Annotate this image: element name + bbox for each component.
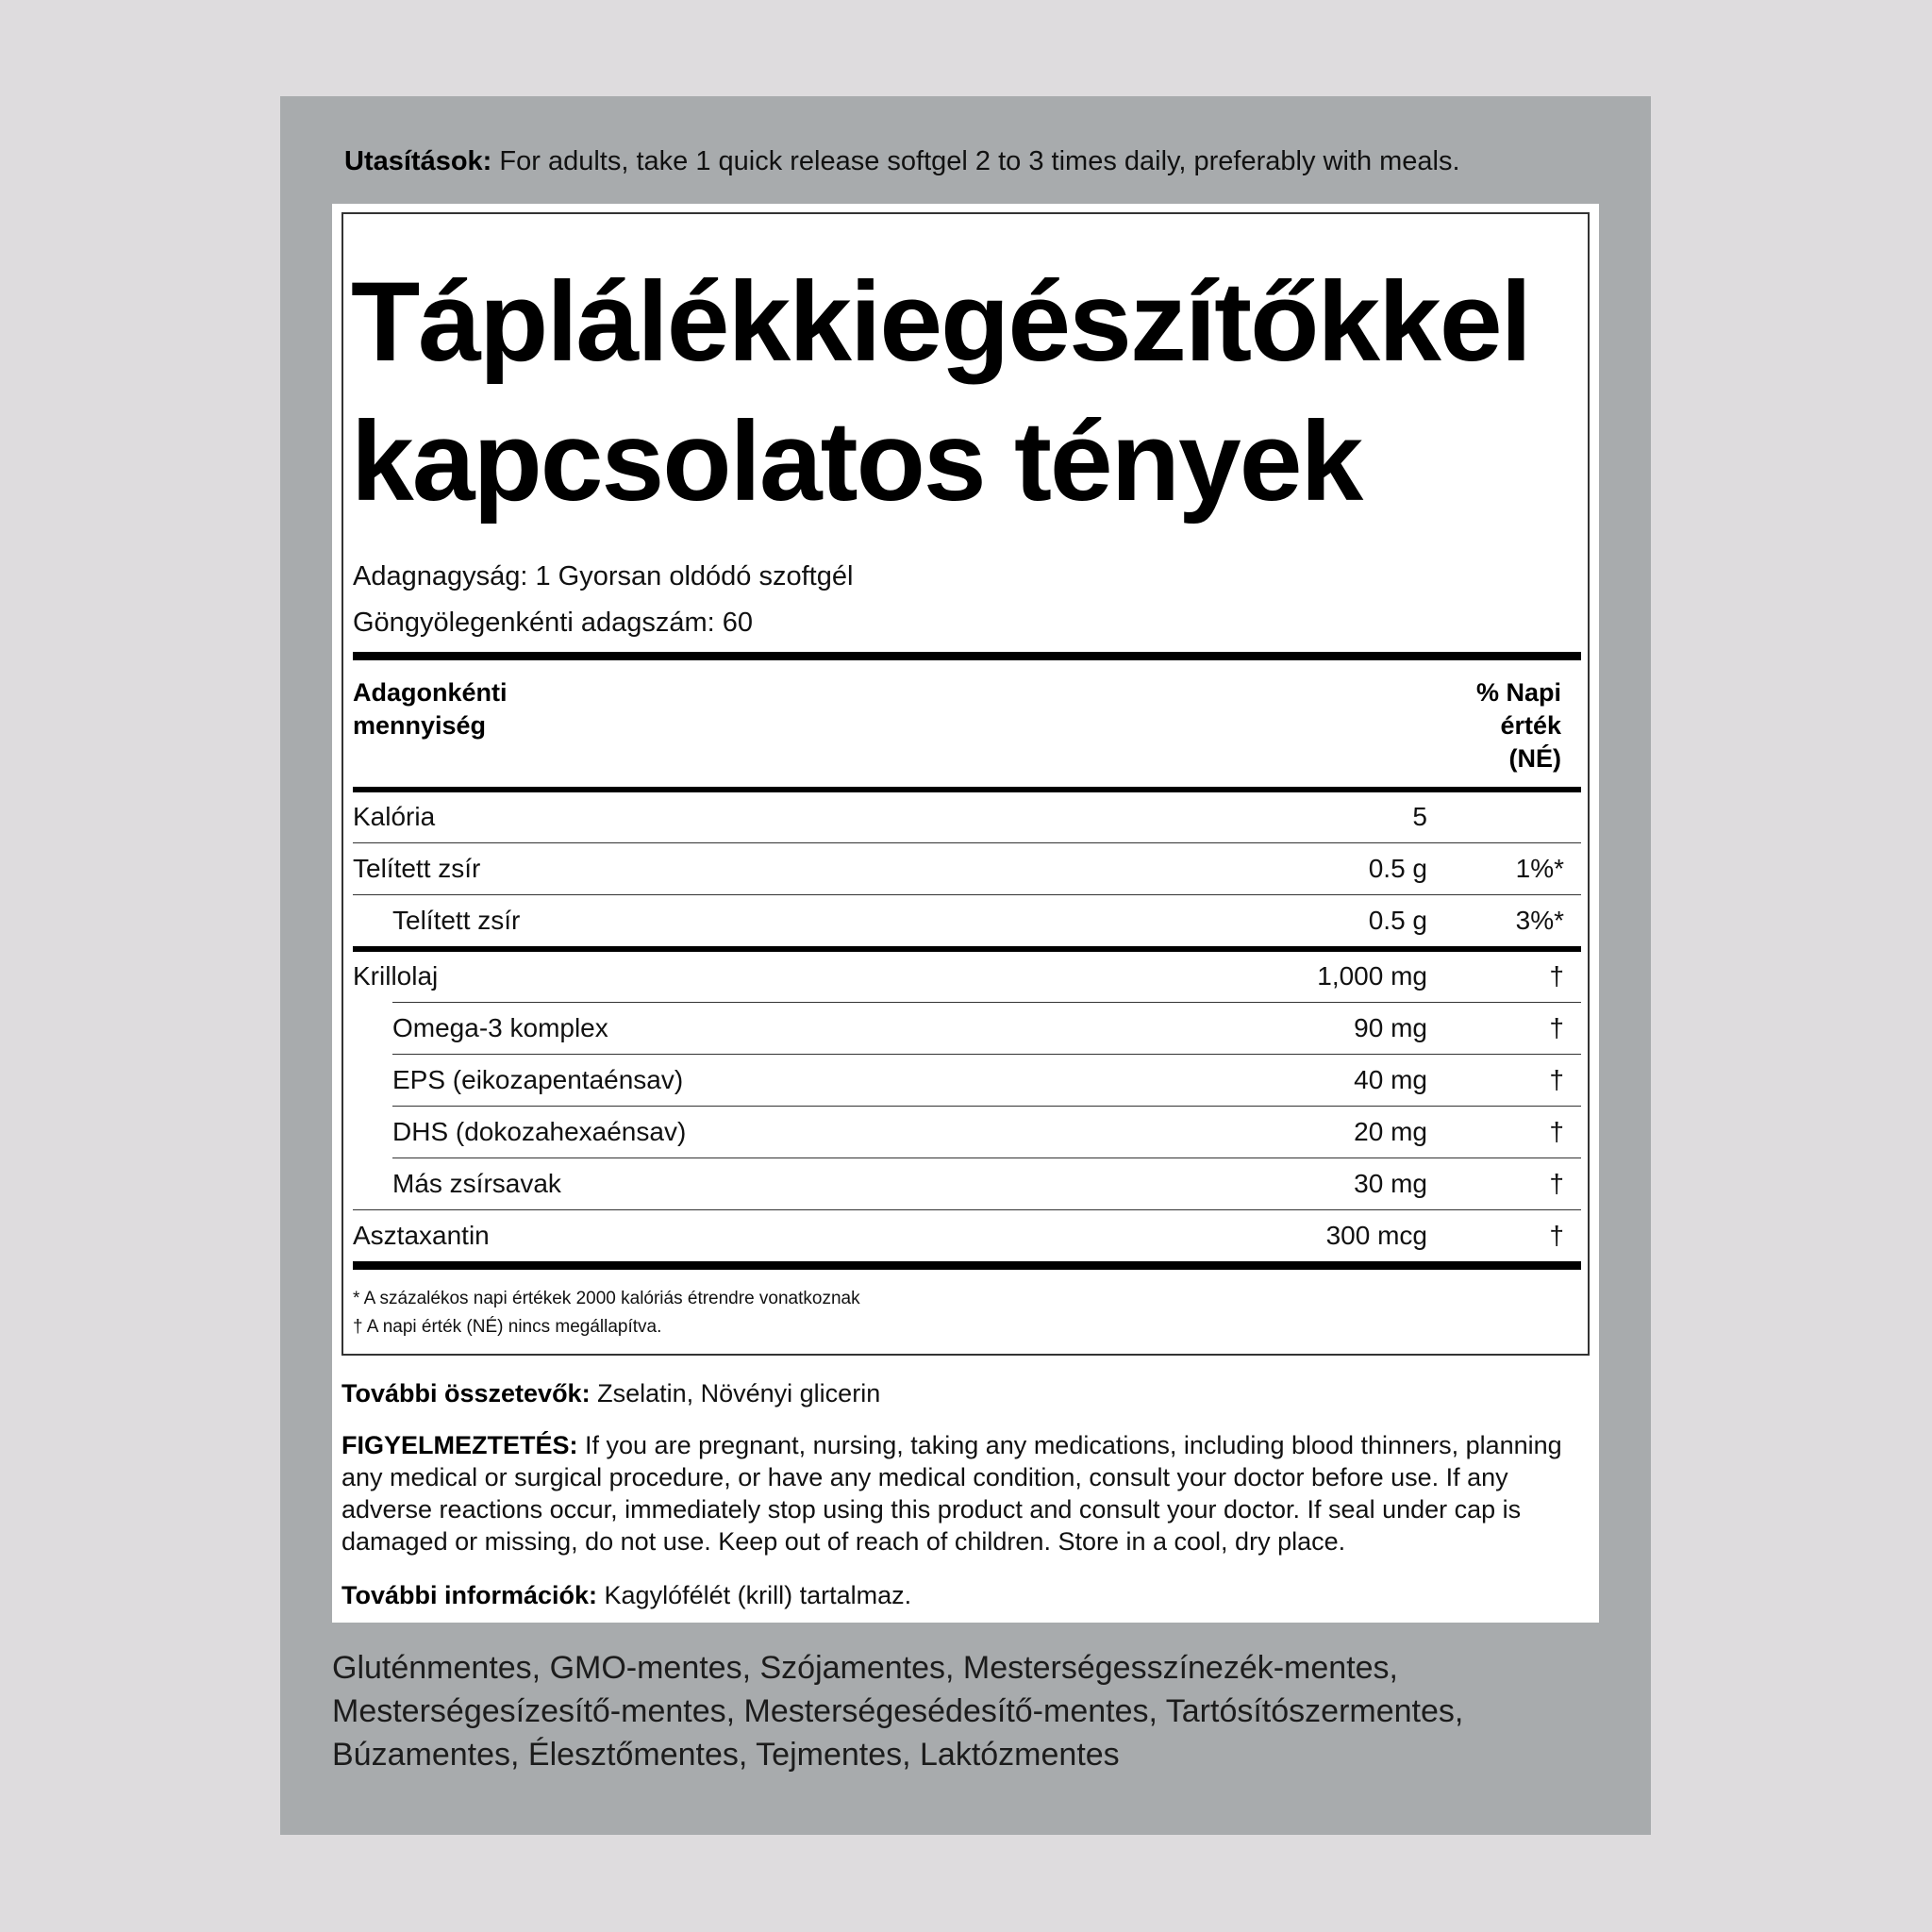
additional-info	[341, 1581, 911, 1610]
additional-info-label: További információk:	[341, 1581, 598, 1609]
nutrient-name: Krillolaj	[353, 961, 439, 991]
serving-info	[353, 554, 853, 646]
nutrient-name: Más zsírsavak	[392, 1169, 561, 1198]
nutrient-amount: 5	[1412, 802, 1427, 831]
footnotes	[353, 1285, 860, 1341]
nutrient-amount: 30 mg	[1354, 1169, 1427, 1198]
additional-info-text: Kagylófélét (krill) tartalmaz.	[597, 1581, 912, 1609]
nutrient-row	[353, 1211, 1581, 1260]
nutrient-amount: 300 mcg	[1325, 1221, 1427, 1250]
nutrient-name: Telített zsír	[392, 906, 521, 935]
nutrient-row	[353, 1004, 1581, 1053]
amount-per-serving-header	[353, 676, 508, 742]
nutrient-amount: 0.5 g	[1368, 854, 1427, 883]
nutrient-row	[353, 1056, 1581, 1105]
footnote-calories: * A százalékos napi értékek 2000 kalóriás étrendre vonatkoznak	[353, 1289, 860, 1308]
warning-text	[341, 1429, 1587, 1557]
divider-thin	[353, 842, 1581, 843]
warning-label: FIGYELMEZTETÉS:	[341, 1431, 578, 1459]
other-ingredients-text: Zselatin, Növényi glicerin	[590, 1379, 881, 1407]
facts-title	[351, 252, 1530, 531]
nutrient-amount: 20 mg	[1354, 1117, 1427, 1146]
nutrient-row	[353, 792, 1581, 841]
divider-thin	[392, 1054, 1581, 1055]
nutrient-name: Asztaxantin	[353, 1221, 490, 1250]
directions-label: Utasítások:	[344, 146, 492, 176]
serving-size: Adagnagyság: 1 Gyorsan oldódó szoftgél	[353, 561, 854, 591]
nutrient-row	[353, 844, 1581, 893]
nutrient-name: DHS (dokozahexaénsav)	[392, 1117, 687, 1146]
other-ingredients	[341, 1379, 880, 1408]
divider-thick	[353, 652, 1581, 660]
daily-value-header	[1476, 676, 1561, 775]
header-right-line2: érték	[1500, 711, 1561, 740]
divider-thin	[392, 1002, 1581, 1003]
nutrient-amount: 0.5 g	[1368, 906, 1427, 935]
nutrient-amount: 90 mg	[1354, 1013, 1427, 1042]
nutrient-daily-value: †	[1549, 1013, 1564, 1042]
divider-thin	[353, 894, 1581, 895]
nutrient-daily-value: †	[1549, 961, 1564, 991]
nutrient-daily-value: †	[1549, 1117, 1564, 1146]
nutrient-name: Omega-3 komplex	[392, 1013, 608, 1042]
nutrient-name: EPS (eikozapentaénsav)	[392, 1065, 684, 1094]
nutrient-daily-value: †	[1549, 1169, 1564, 1198]
divider-thick	[353, 1261, 1581, 1270]
footnote-dagger: † A napi érték (NÉ) nincs megállapítva.	[353, 1317, 662, 1337]
supplement-facts-box	[341, 212, 1590, 1356]
nutrient-amount: 40 mg	[1354, 1065, 1427, 1094]
nutrient-amount: 1,000 mg	[1317, 961, 1427, 991]
header-left-line1: Adagonkénti	[353, 678, 508, 707]
nutrient-name: Kalória	[353, 802, 436, 831]
divider-thin	[353, 1209, 1581, 1210]
directions-body: For adults, take 1 quick release softgel 2 to 3 times daily, preferably with meals.	[491, 146, 1460, 176]
free-from-list: Gluténmentes, GMO-mentes, Szójamentes, Mesterségesszínezék-mentes, Mesterségesízesítő-mentes, Mesterségesédesítő-mentes, Tartósítószermentes, Búzamentes, Élesztőmentes, Tejmentes, Laktózmentes	[332, 1650, 1464, 1773]
other-ingredients-label: További összetevők:	[341, 1379, 591, 1407]
nutrient-daily-value: 1%*	[1515, 854, 1564, 883]
warning-body: If you are pregnant, nursing, taking any medications, including blood thinners, planning any medical or surgical procedure, or have any medical condition, consult your doctor before use. If any adverse reactions occur, immediately stop using this product and consult your doctor. If seal under cap is damaged or missing, do not use. Keep out of reach of children. Store in a cool, dry place.	[341, 1431, 1562, 1556]
nutrient-daily-value: †	[1549, 1065, 1564, 1094]
header-right-line1: % Napi	[1475, 678, 1561, 707]
header-left-line2: mennyiség	[353, 711, 487, 740]
nutrient-row	[353, 1108, 1581, 1157]
facts-title-line2: kapcsolatos tények	[351, 398, 1362, 525]
nutrient-daily-value: 3%*	[1515, 906, 1564, 935]
nutrient-name: Telített zsír	[353, 854, 481, 883]
nutrient-daily-value: †	[1549, 1221, 1564, 1250]
facts-title-line1: Táplálékkiegészítőkkel	[351, 258, 1530, 385]
header-right-line3: (NÉ)	[1508, 744, 1561, 773]
nutrient-row	[353, 952, 1581, 1001]
directions-text	[344, 146, 1460, 177]
nutrient-row	[353, 896, 1581, 945]
nutrient-row	[353, 1159, 1581, 1208]
servings-per-container: Göngyölegenkénti adagszám: 60	[353, 608, 754, 638]
divider-thin	[392, 1106, 1581, 1107]
